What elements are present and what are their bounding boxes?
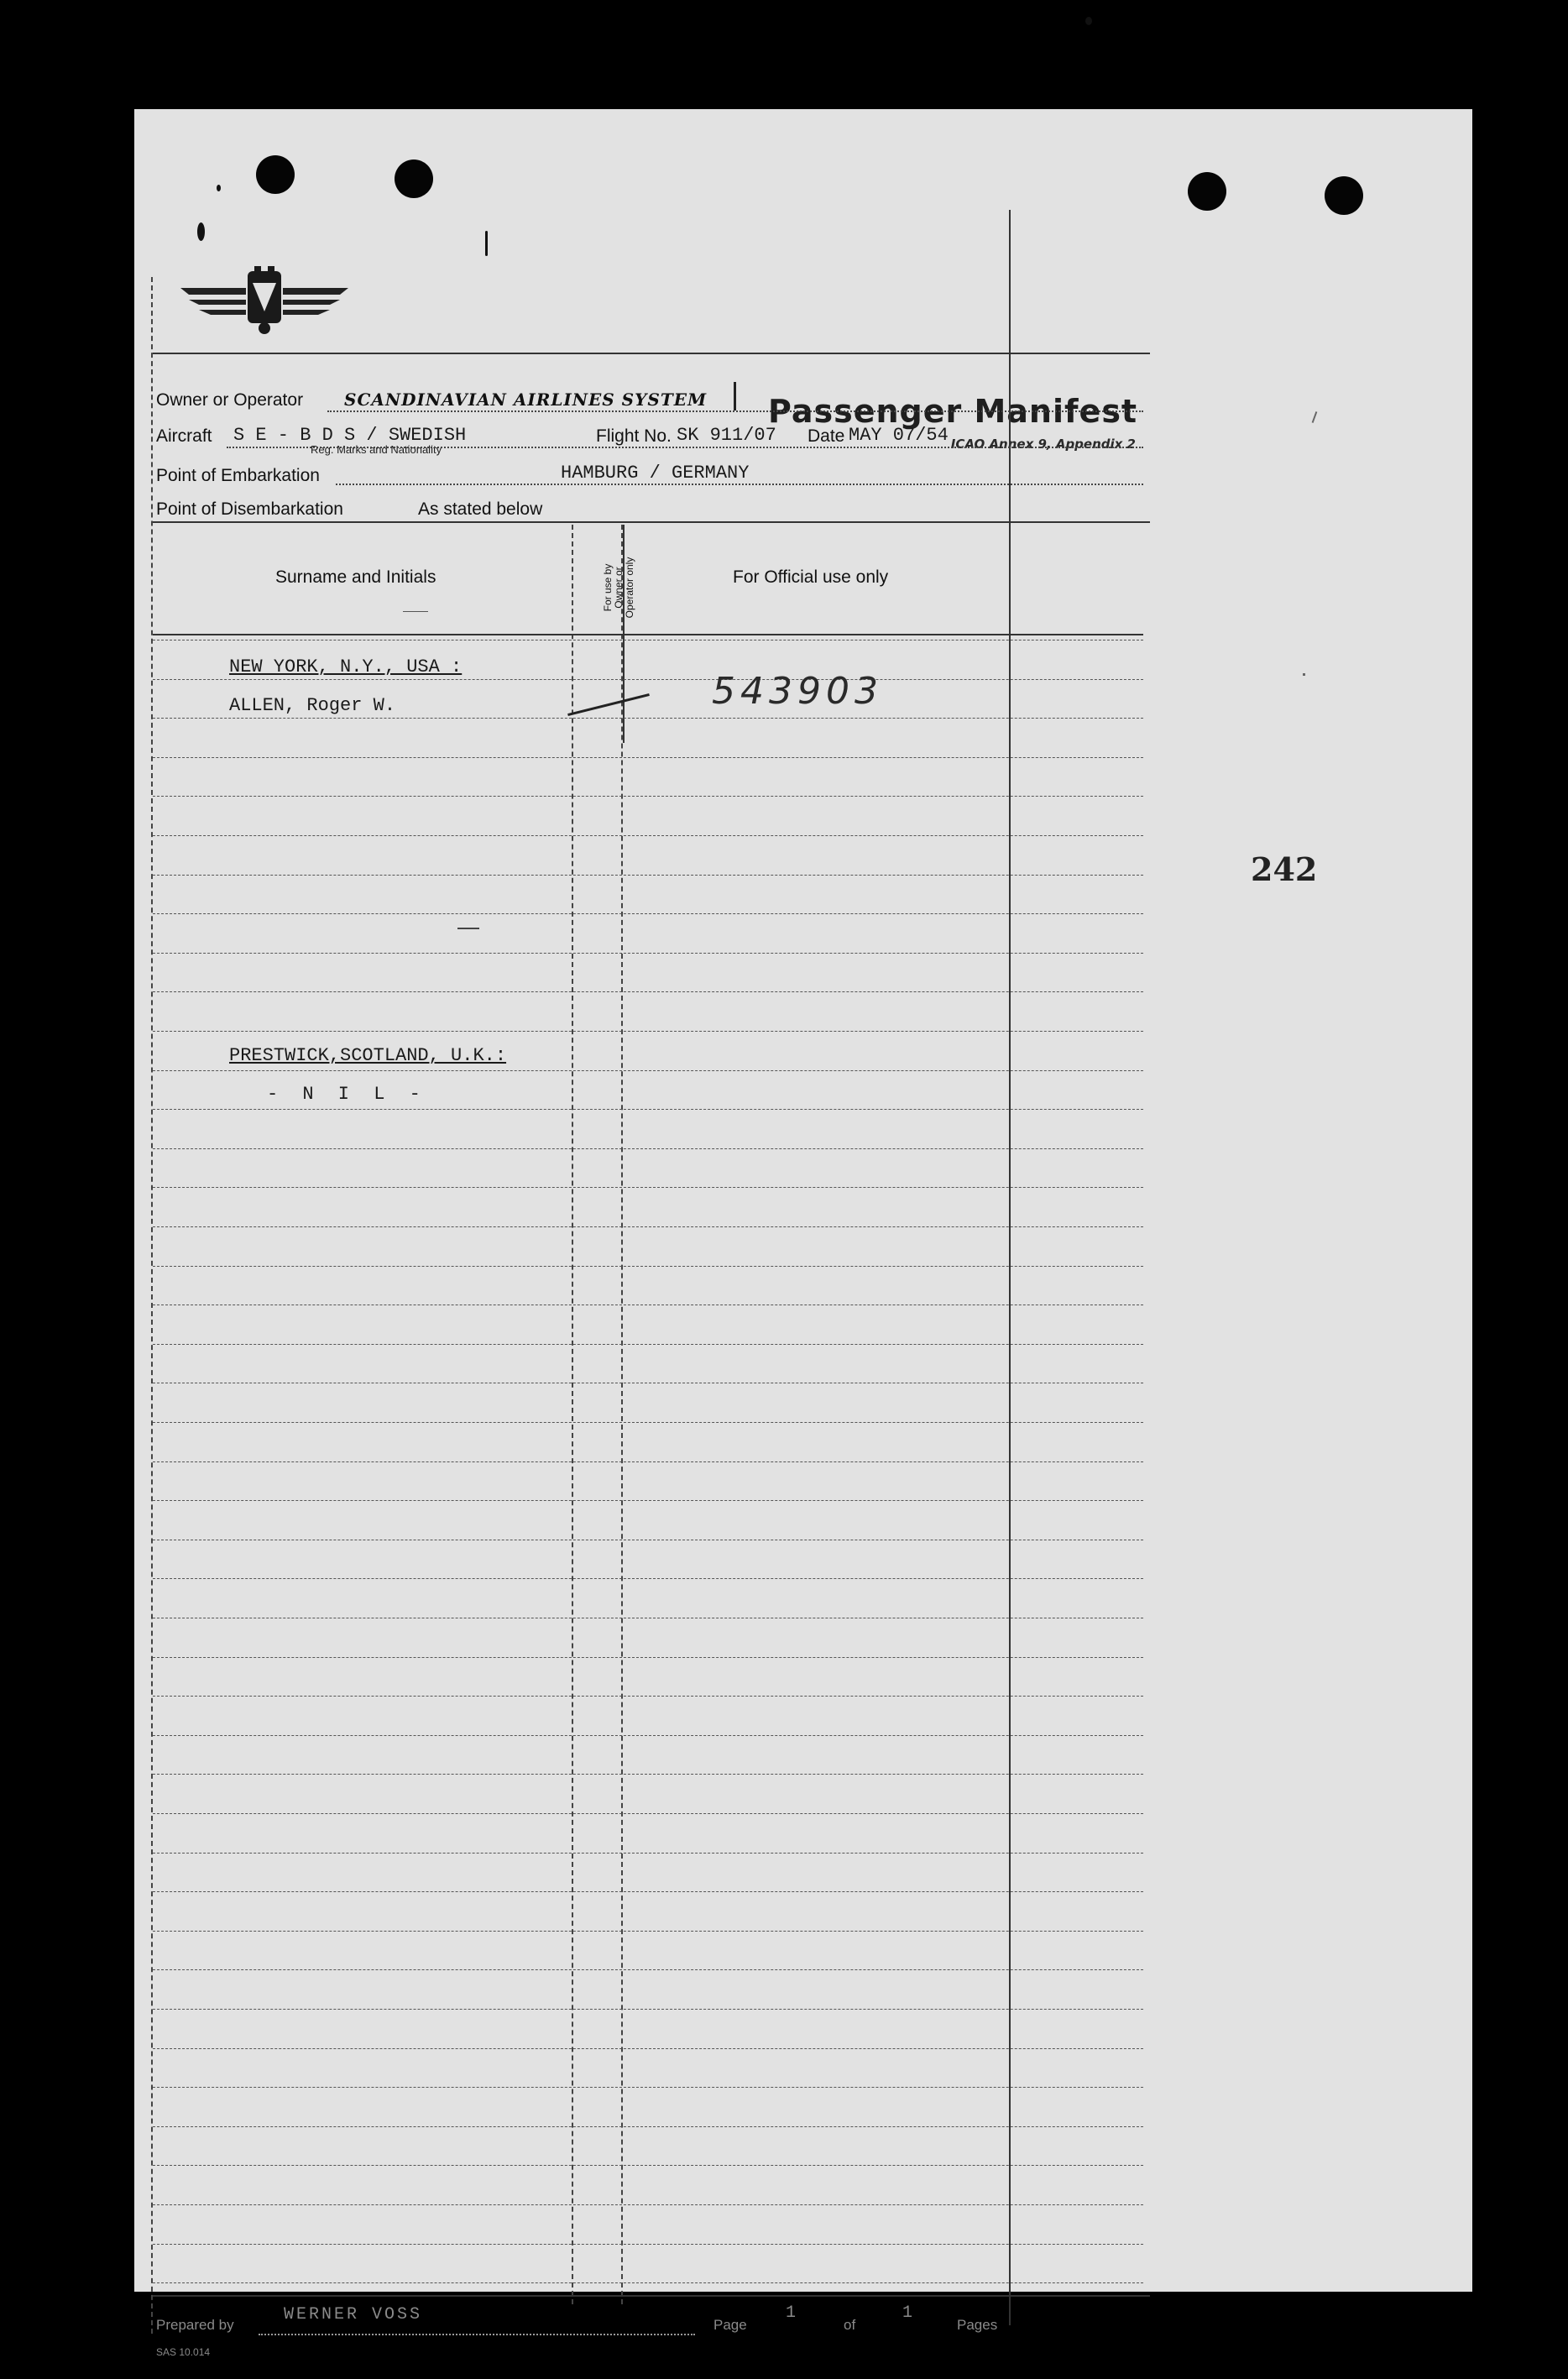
ink-speck bbox=[485, 231, 488, 256]
ruled-line bbox=[153, 796, 1143, 797]
aircraft-label: Aircraft bbox=[156, 426, 212, 446]
form-number: SAS 10.014 bbox=[156, 2346, 211, 2358]
prepared-by-line bbox=[259, 2334, 695, 2335]
punch-hole bbox=[256, 155, 295, 194]
prepared-by-value: WERNER VOSS bbox=[284, 2305, 423, 2324]
ruled-line bbox=[153, 1500, 1143, 1501]
ruled-line bbox=[153, 2244, 1143, 2245]
flight-no-label: Flight No. bbox=[596, 426, 672, 446]
ink-speck bbox=[1085, 17, 1092, 25]
owner-line bbox=[327, 410, 1143, 412]
date-label: Date bbox=[808, 426, 845, 446]
prepared-by-label: Prepared by bbox=[156, 2317, 234, 2333]
ruled-line bbox=[153, 1148, 1143, 1149]
ruled-line bbox=[153, 913, 1143, 914]
footer-rule bbox=[153, 2295, 1150, 2297]
col-divider-2 bbox=[621, 525, 623, 2304]
ruled-line bbox=[153, 1774, 1143, 1775]
as-stated-below: As stated below bbox=[418, 499, 543, 519]
ruled-line bbox=[153, 1461, 1143, 1462]
ruled-line bbox=[153, 1187, 1143, 1188]
margin-mark bbox=[1312, 411, 1318, 423]
passenger-1-official-number: 543903 bbox=[712, 670, 883, 713]
header-rule bbox=[153, 353, 1150, 354]
ruled-line bbox=[153, 2282, 1143, 2283]
aircraft-value: S E - B D S / SWEDISH bbox=[233, 425, 467, 446]
of-label: of bbox=[844, 2317, 856, 2333]
owner-pen-mark bbox=[734, 382, 736, 410]
ruled-line bbox=[153, 1891, 1143, 1892]
page-number: 1 bbox=[786, 2303, 797, 2323]
ruled-line bbox=[153, 1657, 1143, 1658]
ruled-line bbox=[153, 1109, 1143, 1110]
ruled-line bbox=[153, 2087, 1143, 2088]
ink-speck bbox=[217, 185, 221, 191]
ruled-line bbox=[153, 1853, 1143, 1854]
ruled-line bbox=[153, 718, 1143, 719]
owner-label: Owner or Operator bbox=[156, 390, 304, 410]
ruled-line bbox=[153, 2009, 1143, 2010]
col-divider-1 bbox=[572, 525, 573, 2304]
ruled-line bbox=[153, 1344, 1143, 1345]
ruled-line bbox=[153, 1070, 1143, 1071]
ruled-line bbox=[153, 1735, 1143, 1736]
left-border bbox=[151, 277, 153, 2334]
pages-label: Pages bbox=[957, 2317, 998, 2333]
owner-value: SCANDINAVIAN AIRLINES SYSTEM bbox=[344, 390, 708, 410]
ruled-line bbox=[153, 1696, 1143, 1697]
surname-underline bbox=[403, 611, 428, 612]
page-label: Page bbox=[713, 2317, 747, 2333]
right-border bbox=[1009, 210, 1011, 2325]
stamped-page-number: 242 bbox=[1251, 850, 1318, 888]
destination-1: NEW YORK, N.Y., USA : bbox=[229, 656, 463, 677]
punch-hole bbox=[1325, 176, 1363, 215]
embarkation-label: Point of Embarkation bbox=[156, 466, 320, 485]
form-subtitle: ICAO Annex 9, Appendix 2 bbox=[950, 437, 1136, 452]
aircraft-line bbox=[227, 447, 1143, 448]
ruled-line bbox=[153, 1969, 1143, 1970]
reg-marks-label: Reg. Marks and Nationality bbox=[311, 443, 442, 456]
ruled-line bbox=[153, 1813, 1143, 1814]
ruled-line bbox=[153, 679, 1143, 680]
ink-speck bbox=[197, 222, 205, 241]
column-header-rule bbox=[153, 634, 1143, 635]
ruled-line bbox=[153, 1931, 1143, 1932]
ruled-line bbox=[153, 1266, 1143, 1267]
col-official-header: For Official use only bbox=[733, 567, 889, 587]
mark-dash bbox=[457, 928, 479, 929]
margin-dot bbox=[1303, 673, 1305, 676]
col-owner-use-header: For use by Owner or Operator only bbox=[602, 557, 635, 619]
ruled-line bbox=[153, 2048, 1143, 2049]
ruled-line bbox=[153, 875, 1143, 876]
ruled-line bbox=[153, 991, 1143, 992]
punch-hole bbox=[395, 159, 433, 198]
date-value: MAY 07/54 bbox=[849, 425, 949, 446]
header-bottom-rule bbox=[153, 521, 1150, 523]
owner-check-mark bbox=[567, 693, 650, 716]
ruled-line bbox=[153, 2126, 1143, 2127]
col-surname-header: Surname and Initials bbox=[275, 567, 436, 587]
ruled-line bbox=[153, 835, 1143, 836]
punch-hole bbox=[1188, 172, 1226, 211]
embarkation-line bbox=[336, 484, 1143, 485]
ruled-line bbox=[153, 1226, 1143, 1227]
ruled-line bbox=[153, 1031, 1143, 1032]
ruled-line bbox=[153, 1578, 1143, 1579]
sas-logo-icon bbox=[180, 264, 348, 340]
passenger-1: ALLEN, Roger W. bbox=[229, 695, 396, 716]
destination-2: PRESTWICK,SCOTLAND, U.K.: bbox=[229, 1045, 507, 1066]
nil-entry: - N I L - bbox=[267, 1084, 427, 1105]
embarkation-value: HAMBURG / GERMANY bbox=[561, 463, 750, 484]
ruled-line bbox=[153, 2165, 1143, 2166]
form-title: Passenger Manifest bbox=[768, 393, 1138, 430]
ruled-line bbox=[153, 2204, 1143, 2205]
manifest-sheet bbox=[134, 109, 1472, 2358]
flight-no-value: SK 911/07 bbox=[677, 425, 776, 446]
ruled-line bbox=[153, 953, 1143, 954]
ruled-line bbox=[153, 757, 1143, 758]
page-total: 1 bbox=[902, 2303, 913, 2323]
disembarkation-label: Point of Disembarkation bbox=[156, 499, 343, 519]
ruled-line bbox=[153, 1422, 1143, 1423]
